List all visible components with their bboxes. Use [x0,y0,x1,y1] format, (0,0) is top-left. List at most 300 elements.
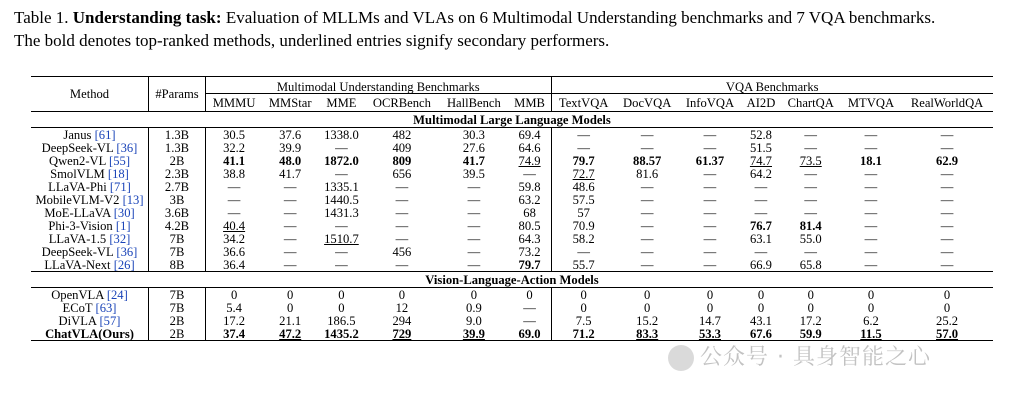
header-params: #Params [149,77,206,112]
score-cell: — [864,192,878,207]
column-header: RealWorldQA [901,94,993,112]
score-cell: 48.6 [551,180,616,193]
score-cell: 67.6 [741,327,780,341]
method-name: Janus [63,127,92,142]
method-cell [31,245,149,258]
score-cell: — [640,218,654,233]
score-cell: 15.2 [636,313,659,328]
header-method: Method [31,77,149,112]
column-header: MMB [509,94,551,112]
method-name: DeepSeek-VL [41,244,114,259]
method-cell [31,167,149,180]
score-cell: — [864,257,878,272]
score-cell: 41.7 [279,166,302,181]
score-cell: — [283,192,297,207]
score-cell: — [640,244,654,259]
score-cell: 55.7 [551,258,616,272]
score-cell: 62.9 [936,153,959,168]
score-cell: 39.9 [439,327,508,341]
citation-link[interactable]: [57] [99,313,121,328]
score-cell: 0 [551,301,616,314]
params-cell: 2.3B [149,167,206,180]
score-cell: — [804,140,817,155]
score-cell: — [395,205,409,220]
score-cell: — [940,127,954,142]
score-cell: 64.6 [518,140,541,155]
score-cell: 12 [395,300,409,315]
score-cell: 0 [706,287,714,302]
score-cell: — [467,231,481,246]
score-cell: — [395,218,409,233]
score-cell: 0 [867,287,875,302]
method-name: ChatVLA(Ours) [45,326,134,341]
score-cell: 32.2 [206,141,263,154]
citation-link[interactable]: [1] [115,218,131,233]
method-name: LLaVA-Phi [48,179,107,194]
params-cell: 4.2B [149,219,206,232]
caption-bold: Understanding task: [72,8,222,27]
score-cell: — [335,166,348,181]
score-cell: 73.2 [518,244,541,259]
score-cell: 88.57 [633,153,662,168]
score-cell: 0 [807,287,814,302]
score-cell: 1431.3 [324,205,359,220]
score-cell: 18.1 [859,153,882,168]
score-cell: — [940,179,954,194]
score-cell: — [940,257,954,272]
citation-link[interactable]: [63] [95,300,117,315]
score-cell: — [703,257,717,272]
score-cell: 1440.5 [324,192,359,207]
method-cell [31,206,149,219]
score-cell: — [640,192,654,207]
score-cell: — [335,140,348,155]
wechat-icon [668,345,694,371]
score-cell: — [804,127,817,142]
score-cell: — [864,218,878,233]
score-cell: — [523,166,536,181]
score-cell: — [703,205,717,220]
table-row [31,327,993,341]
score-cell: 456 [392,244,412,259]
score-cell: — [940,205,954,220]
score-cell: 64.3 [518,231,541,246]
params-cell: 7B [149,288,206,302]
score-cell: 41.7 [462,153,485,168]
score-cell: 11.5 [841,327,901,341]
score-cell: — [804,179,817,194]
params-cell: 7B [149,232,206,245]
score-cell: 57.5 [551,193,616,206]
score-cell: 63.1 [749,231,772,246]
score-cell: 656 [392,166,412,181]
score-cell: 71.2 [551,327,616,341]
table-row [31,128,993,142]
score-cell: 0 [706,300,714,315]
score-cell: 0 [287,287,294,302]
method-name: MobileVLM-V2 [35,192,120,207]
score-cell: — [640,231,654,246]
score-cell: — [467,205,481,220]
watermark-text: 公众号 · 具身智能之心 [700,345,931,370]
column-header: ChartQA [781,94,841,112]
score-cell: 0 [526,287,533,302]
caption-text-2: The bold denotes top-ranked methods, underlined entries signify secondary performers. [14,31,610,50]
score-cell: 79.7 [551,154,616,167]
citation-link[interactable]: [36] [116,244,138,259]
method-cell [31,314,149,327]
score-cell: 55.0 [799,231,822,246]
citation-link[interactable]: [32] [109,231,131,246]
score-cell: — [940,140,954,155]
score-cell: — [467,179,481,194]
score-cell: 0 [757,287,765,302]
method-cell [31,141,149,154]
score-cell: 81.4 [799,218,822,233]
score-cell: — [283,257,297,272]
score-cell: — [640,205,654,220]
citation-link[interactable]: [18] [107,166,129,181]
score-cell: 809 [392,153,412,168]
score-cell: 72.7 [551,167,616,180]
method-name: Qwen2-VL [48,153,106,168]
table-row [31,141,993,154]
score-cell: 0 [943,287,951,302]
score-cell: — [395,192,409,207]
score-cell: 83.3 [616,327,679,341]
score-cell: — [206,193,263,206]
method-cell [31,180,149,193]
score-cell: 57.0 [901,327,993,341]
score-cell: — [940,218,954,233]
params-cell: 2B [149,154,206,167]
score-cell: — [864,127,878,142]
score-cell: 34.2 [206,232,263,245]
score-cell: — [703,166,717,181]
method-cell [31,154,149,167]
params-cell: 1.3B [149,128,206,142]
column-header: MME [318,94,364,112]
params-cell: 7B [149,301,206,314]
method-cell [31,258,149,272]
score-cell: — [551,141,616,154]
method-cell [31,193,149,206]
section-row [31,272,993,288]
score-cell: — [523,300,536,315]
column-header: MMStar [262,94,318,112]
score-cell: — [804,192,817,207]
method-name: LLaVA-Next [44,257,111,272]
column-header: AI2D [741,94,780,112]
score-cell: — [467,192,481,207]
score-cell: 30.3 [462,127,485,142]
score-cell: 52.8 [749,127,772,142]
params-cell: 3.6B [149,206,206,219]
column-header: OCRBench [365,94,440,112]
score-cell: — [640,179,654,194]
score-cell: 0 [757,300,765,315]
score-cell: 0 [470,287,478,302]
score-cell: — [754,179,768,194]
params-cell: 1.3B [149,141,206,154]
score-cell: 729 [365,327,440,341]
score-cell: 65.8 [799,257,822,272]
score-cell: 69.4 [518,127,541,142]
score-cell: 0 [943,300,951,315]
citation-link[interactable]: [26] [113,257,135,272]
method-name: ECoT [62,300,93,315]
score-cell: — [804,244,817,259]
score-cell: 0 [644,287,651,302]
score-cell: — [703,231,717,246]
header-group-vqa: VQA Benchmarks [551,77,993,94]
score-cell: — [864,231,878,246]
score-cell: — [206,206,263,219]
score-cell: 36.6 [206,245,263,258]
table-row [31,314,993,327]
method-cell [31,219,149,232]
score-cell: 0 [644,300,651,315]
score-cell: — [864,179,878,194]
results-table [31,76,993,341]
score-cell: 0 [807,300,814,315]
score-cell: — [551,245,616,258]
params-cell: 2B [149,314,206,327]
column-header: InfoVQA [679,94,742,112]
score-cell: 9.0 [466,313,482,328]
column-header: MTVQA [841,94,901,112]
citation-link[interactable]: [36] [116,140,138,155]
score-cell: — [467,244,481,259]
score-cell: 409 [392,140,412,155]
method-name: SmolVLM [50,166,105,181]
score-cell: — [640,140,654,155]
score-cell: 482 [392,127,412,142]
score-cell: 25.2 [936,313,959,328]
params-cell: 8B [149,258,206,272]
citation-link[interactable]: [55] [109,153,131,168]
citation-link[interactable]: [71] [109,179,131,194]
score-cell: 41.1 [206,154,263,167]
score-cell: 80.5 [518,218,541,233]
method-cell [31,288,149,302]
score-cell: 17.2 [206,314,263,327]
score-cell: 14.7 [698,313,721,328]
score-cell: — [754,205,768,220]
params-cell: 2B [149,327,206,341]
score-cell: — [523,313,536,328]
score-cell: 294 [392,313,412,328]
score-cell: — [703,192,717,207]
score-cell: — [864,166,878,181]
score-cell: — [283,205,297,220]
table-row [31,288,993,302]
score-cell: 30.5 [206,128,263,142]
score-cell: — [703,140,717,155]
score-cell: 0 [287,300,294,315]
score-cell: 21.1 [279,313,302,328]
score-cell: 70.9 [551,219,616,232]
method-cell [31,232,149,245]
score-cell: — [703,179,717,194]
score-cell: 59.9 [781,327,841,341]
column-header: HallBench [439,94,508,112]
params-cell: 7B [149,245,206,258]
table-row [31,154,993,167]
score-cell: 0 [338,287,345,302]
score-cell: 186.5 [327,313,356,328]
table-row [31,193,993,206]
score-cell: — [864,140,878,155]
score-cell: — [467,257,481,272]
table-body [31,112,993,341]
score-cell: — [940,244,954,259]
score-cell: 63.2 [518,192,541,207]
watermark [668,340,931,371]
method-name: Phi-3-Vision [48,218,113,233]
score-cell: 51.5 [749,140,772,155]
score-cell: — [703,218,717,233]
score-cell: 58.2 [551,232,616,245]
column-header: TextVQA [551,94,616,112]
score-cell: 68 [523,205,536,220]
score-cell: 48.0 [279,153,302,168]
score-cell: — [283,231,297,246]
score-cell: — [467,218,481,233]
score-cell: 1338.0 [324,127,359,142]
method-name: DiVLA [58,313,97,328]
score-cell: — [703,244,717,259]
score-cell: — [940,192,954,207]
score-cell: 40.4 [206,219,263,232]
score-cell: 1335.1 [324,179,359,194]
score-cell: 74.7 [749,153,772,168]
score-cell: 38.8 [206,167,263,180]
score-cell: 79.7 [518,257,541,272]
score-cell: — [283,179,297,194]
score-cell: 57 [551,206,616,219]
column-header: DocVQA [616,94,679,112]
score-cell: — [754,192,768,207]
score-cell: — [640,127,654,142]
citation-link[interactable]: [61] [94,127,116,142]
column-header: MMMU [206,94,263,112]
params-cell: 2.7B [149,180,206,193]
table-row [31,232,993,245]
table-row [31,245,993,258]
citation-link[interactable]: [30] [113,205,135,220]
score-cell: — [864,205,878,220]
method-cell [31,301,149,314]
table-row [31,219,993,232]
score-cell: — [283,244,297,259]
score-cell: 69.0 [509,327,551,341]
score-cell: — [395,231,409,246]
score-cell: 27.6 [462,140,485,155]
caption-label: Table 1. [14,8,69,27]
score-cell: — [804,205,817,220]
table-row [31,301,993,314]
table-row [31,258,993,272]
score-cell: — [283,218,297,233]
score-cell: 74.9 [518,153,541,168]
score-cell: 39.9 [279,140,302,155]
citation-link[interactable]: [13] [122,192,144,207]
score-cell: 61.37 [695,153,725,168]
params-cell: 3B [149,193,206,206]
citation-link[interactable]: [24] [106,287,128,302]
score-cell: 66.9 [749,257,772,272]
score-cell: 47.2 [262,327,318,341]
score-cell: 39.5 [462,166,485,181]
score-cell: 0 [206,288,263,302]
score-cell: 37.6 [279,127,302,142]
section-title: Multimodal Large Language Models [31,112,993,128]
score-cell: — [335,218,348,233]
score-cell: — [206,180,263,193]
table-caption [14,6,1009,52]
method-name: OpenVLA [51,287,104,302]
section-row [31,112,993,128]
score-cell: — [804,166,817,181]
score-cell: 0 [551,288,616,302]
score-cell: 59.8 [518,179,541,194]
score-cell: — [754,244,768,259]
score-cell: 76.7 [749,218,772,233]
score-cell: — [940,166,954,181]
score-cell: 5.4 [206,301,263,314]
method-cell [31,128,149,142]
score-cell: — [551,128,616,142]
score-cell: — [335,244,348,259]
score-cell: 73.5 [799,153,822,168]
method-cell [31,327,149,341]
header-group-understanding: Multimodal Understanding Benchmarks [206,77,552,94]
table-row [31,167,993,180]
score-cell: 7.5 [551,314,616,327]
method-name: DeepSeek-VL [41,140,114,155]
method-name: LLaVA-1.5 [48,231,107,246]
score-cell: — [703,127,717,142]
score-cell: — [395,257,409,272]
score-cell: — [395,179,409,194]
table-row [31,206,993,219]
table-row [31,180,993,193]
score-cell: 64.2 [749,166,772,181]
score-cell: 0 [398,287,406,302]
score-cell: 1435.2 [318,327,364,341]
score-cell: 17.2 [799,313,822,328]
score-cell: 0 [338,300,345,315]
score-cell: — [940,231,954,246]
score-cell: — [335,257,348,272]
score-cell: 1510.7 [324,231,359,246]
score-cell: 0 [867,300,875,315]
score-cell: 36.4 [206,258,263,272]
score-cell: 1872.0 [324,153,359,168]
score-cell: 37.4 [206,327,263,341]
caption-text-1: Evaluation of MLLMs and VLAs on 6 Multimodal Understanding benchmarks and 7 VQA benchmarks. [221,8,936,27]
score-cell: 81.6 [636,166,659,181]
score-cell: 0.9 [466,300,482,315]
score-cell: — [864,244,878,259]
method-name: MoE-LLaVA [44,205,111,220]
score-cell: 6.2 [863,313,879,328]
score-cell: 53.3 [679,327,742,341]
section-title: Vision-Language-Action Models [31,272,993,288]
score-cell: — [640,257,654,272]
score-cell: 43.1 [749,313,772,328]
